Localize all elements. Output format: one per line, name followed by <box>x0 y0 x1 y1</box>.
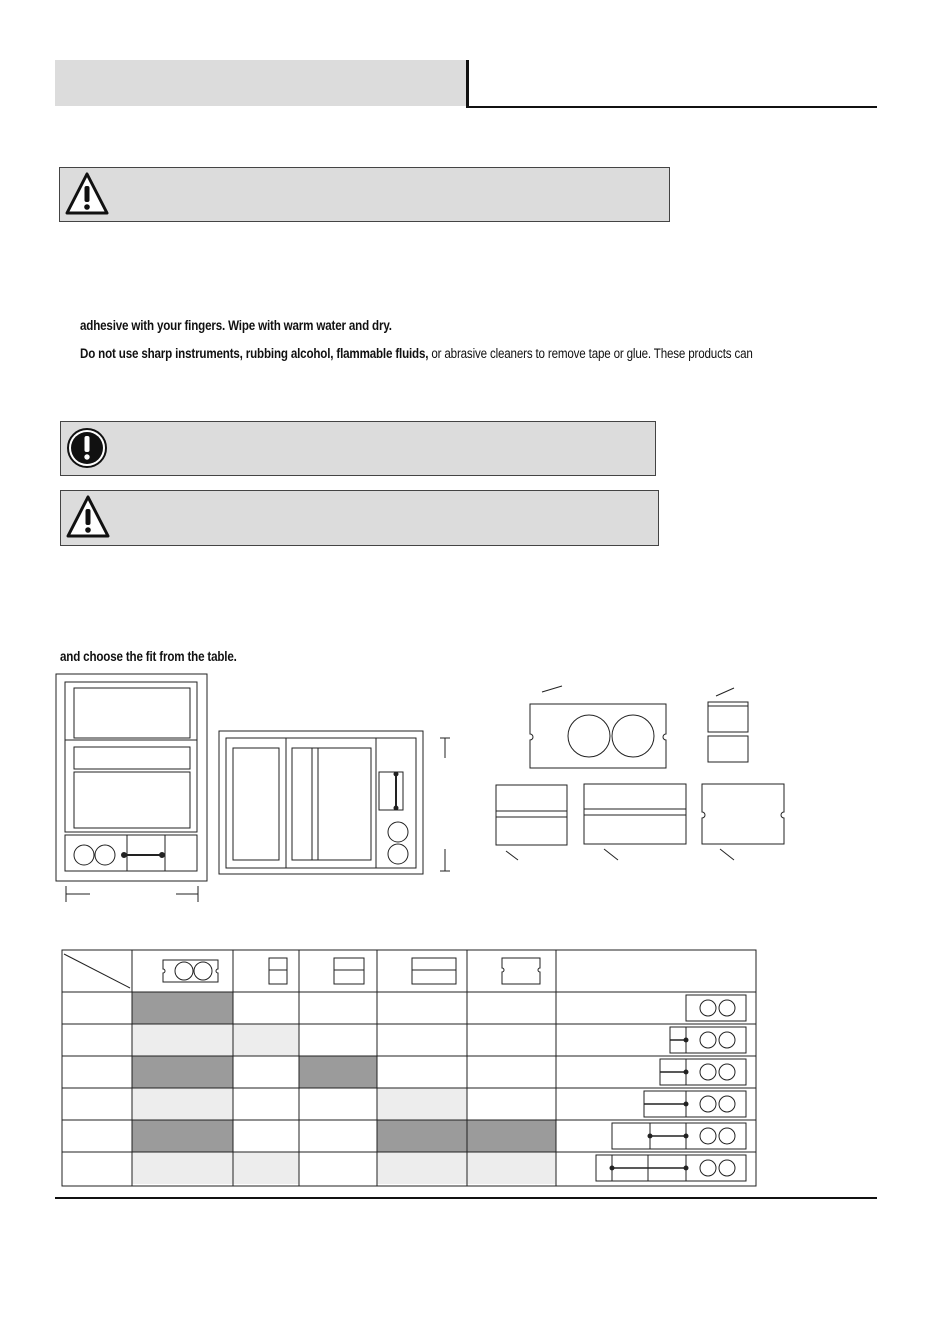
header-divider <box>466 60 469 108</box>
header-title-box <box>55 60 467 106</box>
result-row-4 <box>644 1091 746 1117</box>
table-cell-shade <box>132 1024 233 1056</box>
fit-table <box>60 948 760 1188</box>
table-cell-shade <box>233 1024 299 1056</box>
notice-banner <box>60 421 656 476</box>
result-row-5 <box>612 1123 746 1149</box>
result-row-1 <box>686 995 746 1021</box>
warning-triangle-icon <box>64 171 110 217</box>
result-row-3 <box>660 1059 746 1085</box>
table-cell-shade <box>377 1120 467 1152</box>
table-cell-shade <box>467 1120 556 1152</box>
header-rule <box>467 106 877 108</box>
warning-triangle-icon <box>65 494 111 540</box>
table-cell-shade <box>132 992 233 1024</box>
table-cell-shade <box>233 1152 299 1184</box>
body-text-line-2-rest: or abrasive cleaners to remove tape or glue. These products can <box>428 346 753 361</box>
body-text-line-1: adhesive with your fingers. Wipe with warm water and dry. <box>80 318 392 333</box>
warning-banner-2 <box>60 490 659 546</box>
table-cell-shade <box>132 1152 233 1184</box>
adapter-panels-diagram <box>490 684 790 864</box>
warning-banner-1 <box>59 167 670 222</box>
side-view-diagram <box>216 728 452 878</box>
body-text-line-2 <box>80 346 753 361</box>
footer-rule <box>55 1197 877 1199</box>
fit-instruction-text: and choose the fit from the table. <box>60 649 237 664</box>
exclamation-circle-icon <box>65 426 109 470</box>
table-cell-shade <box>132 1088 233 1120</box>
table-cell-shade <box>299 1056 377 1088</box>
table-cell-shade <box>132 1120 233 1152</box>
table-cell-shade <box>377 1088 467 1120</box>
result-row-6 <box>596 1155 746 1181</box>
front-view-diagram <box>52 672 212 904</box>
body-text-line-2-bold: Do not use sharp instruments, rubbing alcohol, flammable fluids, <box>80 346 429 361</box>
result-row-2 <box>670 1027 746 1053</box>
table-cell-shade <box>132 1056 233 1088</box>
table-cell-shade <box>377 1152 467 1184</box>
table-cell-shade <box>467 1152 556 1184</box>
